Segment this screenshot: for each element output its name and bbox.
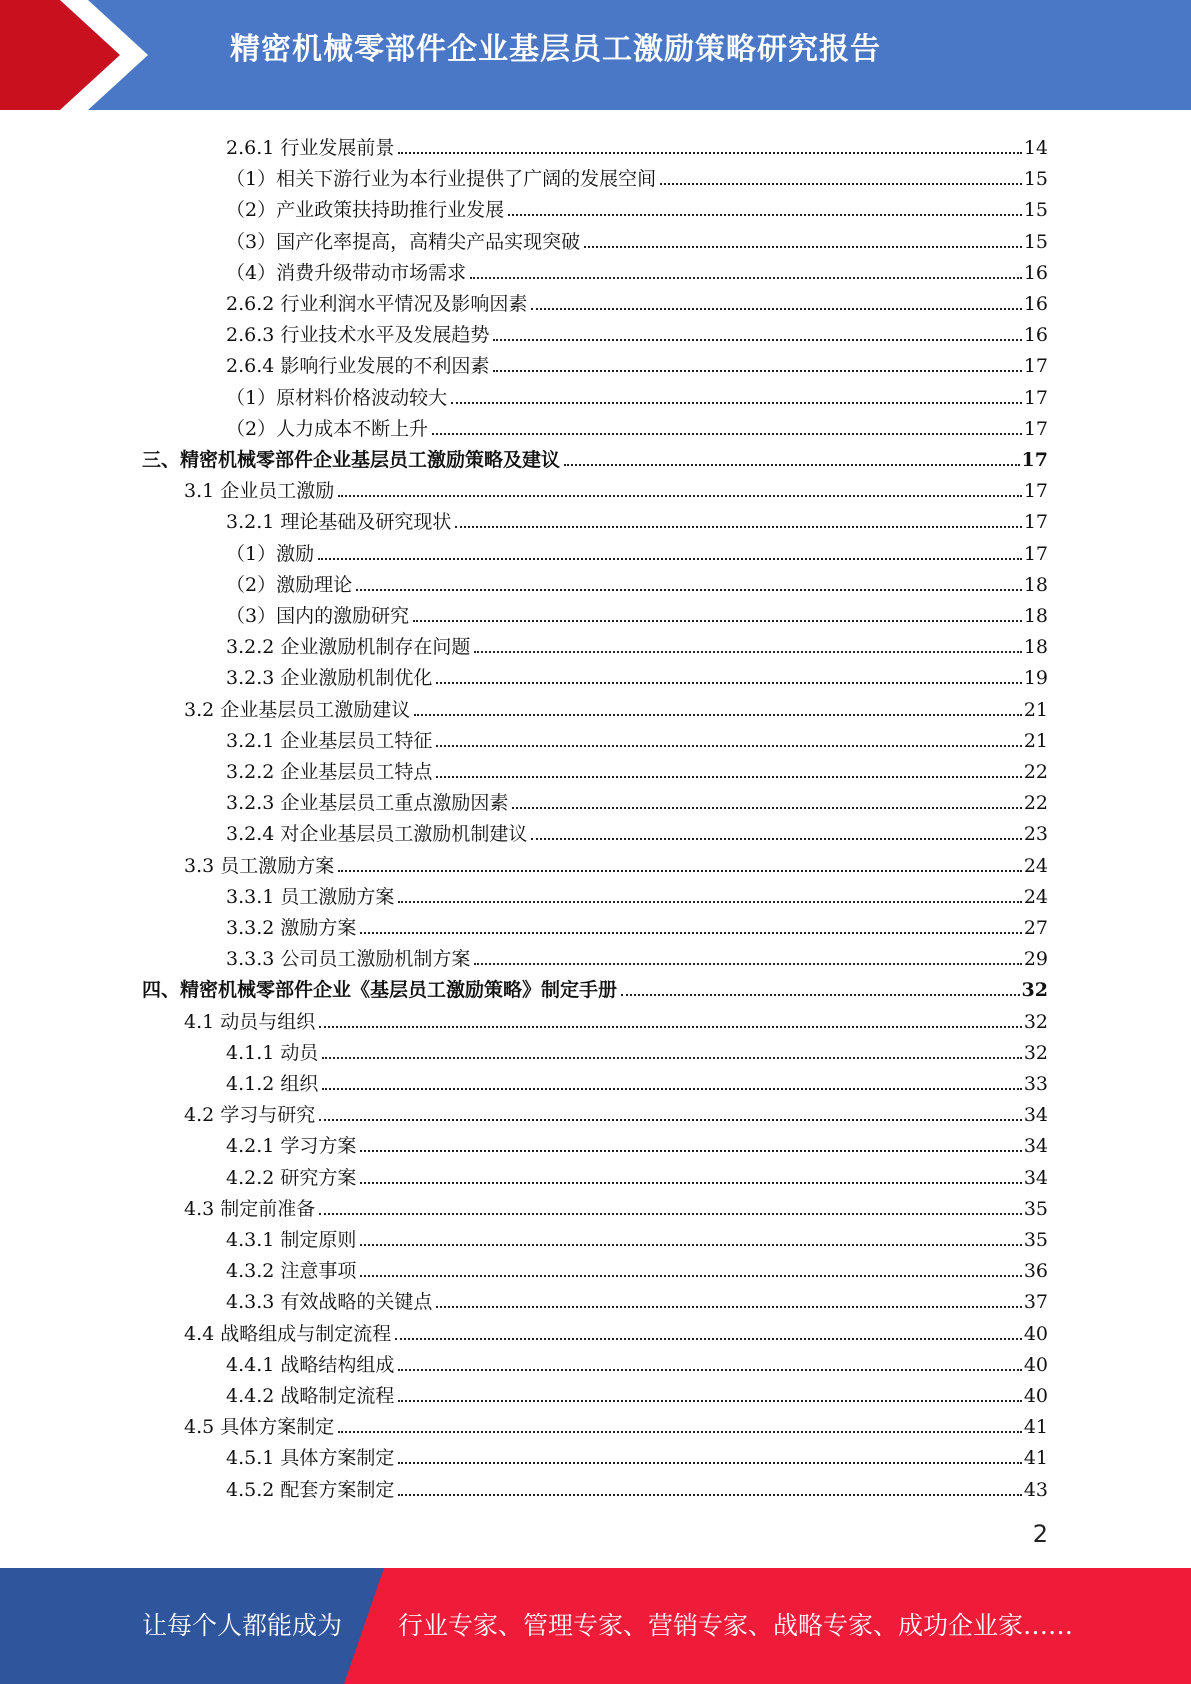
toc-entry-page: 43: [1023, 1478, 1048, 1501]
toc-dot-leader: [531, 308, 1021, 310]
toc-dot-leader: [474, 651, 1021, 653]
toc-dot-leader: [360, 932, 1021, 934]
toc-entry[interactable]: [184, 691, 1048, 722]
toc-entry-page: 15: [1023, 230, 1048, 253]
report-title: 精密机械零部件企业基层员工激励策略研究报告: [230, 32, 881, 67]
toc-entry[interactable]: [226, 285, 1048, 316]
toc-entry[interactable]: [226, 722, 1048, 753]
toc-dot-leader: [319, 1119, 1022, 1121]
toc-dot-leader: [395, 1338, 1022, 1340]
toc-entry[interactable]: [226, 784, 1048, 815]
toc-entry[interactable]: [226, 316, 1048, 347]
toc-dot-leader: [413, 620, 1022, 622]
toc-entry-label: 4.4 战略组成与制定流程: [184, 1322, 392, 1345]
toc-entry-page: 40: [1023, 1322, 1048, 1345]
toc-entry[interactable]: [226, 410, 1048, 441]
toc-entry-label: （2）激励理论: [226, 573, 353, 596]
toc-entry-label: 4.1.1 动员: [226, 1041, 319, 1064]
toc-entry[interactable]: [226, 379, 1048, 410]
toc-entry-page: 15: [1023, 168, 1048, 191]
toc-entry-label: 2.6.1 行业发展前景: [226, 137, 395, 159]
toc-entry-label: 四、精密机械零部件企业《基层员工激励策略》制定手册: [142, 979, 618, 1002]
toc-dot-leader: [319, 1213, 1022, 1215]
toc-entry[interactable]: [226, 1065, 1048, 1096]
toc-entry-page: 17: [1023, 355, 1048, 378]
toc-entry-page: 16: [1023, 261, 1048, 284]
toc-dot-leader: [436, 745, 1021, 747]
toc-entry-page: 21: [1023, 698, 1048, 721]
toc-entry-label: （1）相关下游行业为本行业提供了广阔的发展空间: [226, 168, 657, 191]
toc-entry-page: 40: [1023, 1385, 1048, 1407]
toc-entry[interactable]: [184, 847, 1048, 878]
toc-entry-page: 21: [1023, 729, 1048, 752]
toc-entry[interactable]: [226, 129, 1048, 160]
toc-entry-label: （3）国产化率提高，高精尖产品实现突破: [226, 230, 581, 253]
toc-entry-label: 4.4.2 战略制定流程: [226, 1385, 395, 1407]
footer-slogan-left: 让每个人都能成为: [142, 1611, 343, 1640]
footer-slogan-right: 行业专家、管理专家、营销专家、战略专家、成功企业家……: [398, 1611, 1074, 1640]
toc-dot-leader: [493, 339, 1021, 341]
toc-entry[interactable]: [184, 1315, 1048, 1346]
toc-entry[interactable]: [226, 878, 1048, 909]
toc-entry-page: 32: [1023, 1041, 1048, 1064]
toc-entry-label: 2.6.3 行业技术水平及发展趋势: [226, 324, 490, 347]
toc-dot-leader: [322, 1088, 1021, 1090]
toc-entry-label: 3.3.3 公司员工激励机制方案: [226, 948, 471, 971]
toc-entry-page: 32: [1021, 979, 1048, 1002]
toc-entry-page: 17: [1023, 417, 1048, 440]
toc-entry-page: 37: [1023, 1291, 1048, 1314]
toc-entry[interactable]: [226, 160, 1048, 191]
toc-entry-page: 33: [1023, 1073, 1048, 1095]
toc-entry-label: （1）原材料价格波动较大: [226, 386, 448, 409]
toc-entry-page: 18: [1023, 636, 1048, 659]
toc-entry[interactable]: [226, 503, 1048, 534]
toc-entry-label: 3.2.3 企业基层员工重点激励因素: [226, 792, 509, 815]
toc-entry[interactable]: [226, 1034, 1048, 1065]
toc-dot-leader: [493, 370, 1021, 372]
toc-dot-leader: [360, 1182, 1021, 1184]
toc-entry-label: 3.2.3 企业激励机制优化: [226, 667, 433, 690]
toc-dot-leader: [474, 963, 1021, 965]
toc-entry[interactable]: [226, 191, 1048, 222]
toc-entry[interactable]: [184, 1096, 1048, 1127]
toc-entry[interactable]: [226, 1346, 1048, 1377]
toc-entry-label: 4.3.1 制定原则: [226, 1229, 357, 1251]
toc-entry-label: 4.5.1 具体方案制定: [226, 1447, 395, 1470]
toc-entry[interactable]: [226, 815, 1048, 846]
toc-entry-page: 16: [1023, 293, 1048, 315]
toc-entry[interactable]: [226, 1221, 1048, 1252]
toc-entry-label: （4）消费升级带动市场需求: [226, 261, 467, 284]
toc-entry-page: 29: [1023, 948, 1048, 971]
toc-entry-page: 17: [1023, 480, 1048, 503]
toc-dot-leader: [338, 870, 1022, 872]
toc-entry-label: 3.2.1 理论基础及研究现状: [226, 511, 452, 534]
toc-dot-leader: [322, 1057, 1021, 1059]
toc-dot-leader: [512, 807, 1021, 809]
toc-entry-page: 23: [1023, 823, 1048, 846]
toc-entry-page: 32: [1023, 1010, 1048, 1033]
toc-entry-label: 2.6.2 行业利润水平情况及影响因素: [226, 293, 528, 315]
toc-dot-leader: [584, 246, 1022, 248]
toc-entry-page: 17: [1023, 542, 1048, 565]
toc-entry-label: 4.3.2 注意事项: [226, 1260, 357, 1283]
toc-entry[interactable]: [142, 971, 1048, 1002]
toc-entry[interactable]: [226, 1159, 1048, 1190]
toc-entry-page: 17: [1023, 511, 1048, 534]
toc-entry[interactable]: [226, 753, 1048, 784]
toc-dot-leader: [451, 402, 1022, 404]
toc-entry-label: 4.5.2 配套方案制定: [226, 1478, 395, 1501]
toc-dot-leader: [356, 589, 1022, 591]
toc-entry[interactable]: [184, 1003, 1048, 1034]
toc-dot-leader: [398, 152, 1021, 154]
toc-entry[interactable]: [226, 628, 1048, 659]
toc-entry[interactable]: [226, 566, 1048, 597]
toc-dot-leader: [319, 1026, 1022, 1028]
toc-entry[interactable]: [226, 659, 1048, 690]
toc-dot-leader: [360, 1244, 1021, 1246]
toc-entry-page: 17: [1021, 449, 1048, 471]
toc-dot-leader: [398, 1369, 1021, 1371]
toc-dot-leader: [621, 994, 1020, 996]
toc-entry-label: 3.1 企业员工激励: [184, 480, 335, 503]
toc-entry-label: 4.5 具体方案制定: [184, 1416, 335, 1439]
toc-entry[interactable]: [226, 597, 1048, 628]
toc-entry-label: （2）产业政策扶持助推行业发展: [226, 199, 505, 222]
toc-entry-label: 4.3 制定前准备: [184, 1197, 316, 1220]
toc-dot-leader: [470, 277, 1022, 279]
toc-entry-label: 4.4.1 战略结构组成: [226, 1353, 395, 1376]
toc-entry-page: 34: [1023, 1166, 1048, 1189]
toc-entry-page: 40: [1023, 1353, 1048, 1376]
toc-entry[interactable]: [226, 940, 1048, 971]
toc-entry[interactable]: [226, 1283, 1048, 1314]
toc-entry-page: 17: [1023, 386, 1048, 409]
toc-entry-page: 34: [1023, 1104, 1048, 1127]
toc-entry-page: 22: [1023, 761, 1048, 783]
toc-dot-leader: [338, 1431, 1022, 1433]
toc-dot-leader: [360, 1150, 1021, 1152]
toc-dot-leader: [360, 1275, 1021, 1277]
toc-entry-page: 19: [1023, 667, 1048, 690]
toc-entry[interactable]: [226, 1127, 1048, 1158]
toc-dot-leader: [508, 214, 1022, 216]
toc-entry-label: 3.3 员工激励方案: [184, 854, 335, 877]
toc-entry-label: 4.3.3 有效战略的关键点: [226, 1291, 433, 1314]
toc-entry-label: 4.1 动员与组织: [184, 1010, 316, 1033]
toc-dot-leader: [455, 526, 1021, 528]
toc-dot-leader: [414, 714, 1022, 716]
toc-dot-leader: [338, 495, 1022, 497]
toc-dot-leader: [564, 464, 1020, 466]
toc-entry-page: 35: [1023, 1197, 1048, 1220]
toc-entry-page: 41: [1023, 1416, 1048, 1439]
toc-entry[interactable]: [226, 1377, 1048, 1408]
toc-entry-label: （3）国内的激励研究: [226, 605, 410, 627]
toc-entry[interactable]: [142, 441, 1048, 472]
page-header: [0, 0, 1191, 110]
toc-entry-label: 4.2 学习与研究: [184, 1104, 316, 1127]
toc-dot-leader: [436, 776, 1021, 778]
toc-entry-page: 24: [1023, 885, 1048, 908]
toc-entry[interactable]: [226, 909, 1048, 940]
toc-entry-label: 3.2.1 企业基层员工特征: [226, 729, 433, 752]
toc-entry-label: 3.3.1 员工激励方案: [226, 885, 395, 908]
toc-dot-leader: [531, 838, 1021, 840]
toc-entry-label: 3.2 企业基层员工激励建议: [184, 698, 411, 721]
toc-entry-label: （1）激励: [226, 542, 315, 565]
toc-entry-label: 4.1.2 组织: [226, 1073, 319, 1095]
toc-entry[interactable]: [184, 472, 1048, 503]
toc-dot-leader: [398, 1462, 1021, 1464]
toc-dot-leader: [398, 1494, 1021, 1496]
page-number: 2: [1032, 1520, 1048, 1548]
toc-dot-leader: [660, 183, 1022, 185]
toc-entry[interactable]: [226, 1439, 1048, 1470]
toc-entry-page: 34: [1023, 1135, 1048, 1158]
toc-dot-leader: [398, 1400, 1021, 1402]
toc-dot-leader: [432, 433, 1022, 435]
toc-entry-label: 4.2.2 研究方案: [226, 1166, 357, 1189]
toc-entry-page: 15: [1023, 199, 1048, 222]
toc-entry-page: 18: [1023, 605, 1048, 627]
toc-entry-page: 27: [1023, 917, 1048, 939]
toc-dot-leader: [398, 901, 1021, 903]
toc-entry-page: 22: [1023, 792, 1048, 815]
toc-entry-label: （2）人力成本不断上升: [226, 417, 429, 440]
toc-entry-page: 14: [1023, 137, 1048, 159]
toc-entry[interactable]: [226, 254, 1048, 285]
toc-entry[interactable]: [226, 223, 1048, 254]
toc-entry[interactable]: [184, 1408, 1048, 1439]
toc-entry-page: 18: [1023, 573, 1048, 596]
toc-entry-label: 3.3.2 激励方案: [226, 917, 357, 939]
toc-entry-label: 三、精密机械零部件企业基层员工激励策略及建议: [142, 449, 561, 471]
page-footer: [0, 1568, 1191, 1684]
toc-entry[interactable]: [226, 1471, 1048, 1502]
toc-dot-leader: [318, 558, 1022, 560]
toc-entry[interactable]: [184, 1190, 1048, 1221]
toc-entry-page: 36: [1023, 1260, 1048, 1283]
toc-entry-label: 3.2.4 对企业基层员工激励机制建议: [226, 823, 528, 846]
toc-entry[interactable]: [226, 535, 1048, 566]
toc-dot-leader: [436, 682, 1021, 684]
toc-entry-page: 16: [1023, 324, 1048, 347]
toc-entry-label: 3.2.2 企业基层员工特点: [226, 761, 433, 783]
toc-entry[interactable]: [226, 347, 1048, 378]
toc-entry-label: 4.2.1 学习方案: [226, 1135, 357, 1158]
toc-entry-label: 2.6.4 影响行业发展的不利因素: [226, 355, 490, 378]
toc-entry-page: 41: [1023, 1447, 1048, 1470]
toc-entry-page: 24: [1023, 854, 1048, 877]
toc-dot-leader: [436, 1306, 1021, 1308]
toc-entry-page: 35: [1023, 1229, 1048, 1251]
toc-entry[interactable]: [226, 1252, 1048, 1283]
toc-entry-label: 3.2.2 企业激励机制存在问题: [226, 636, 471, 659]
